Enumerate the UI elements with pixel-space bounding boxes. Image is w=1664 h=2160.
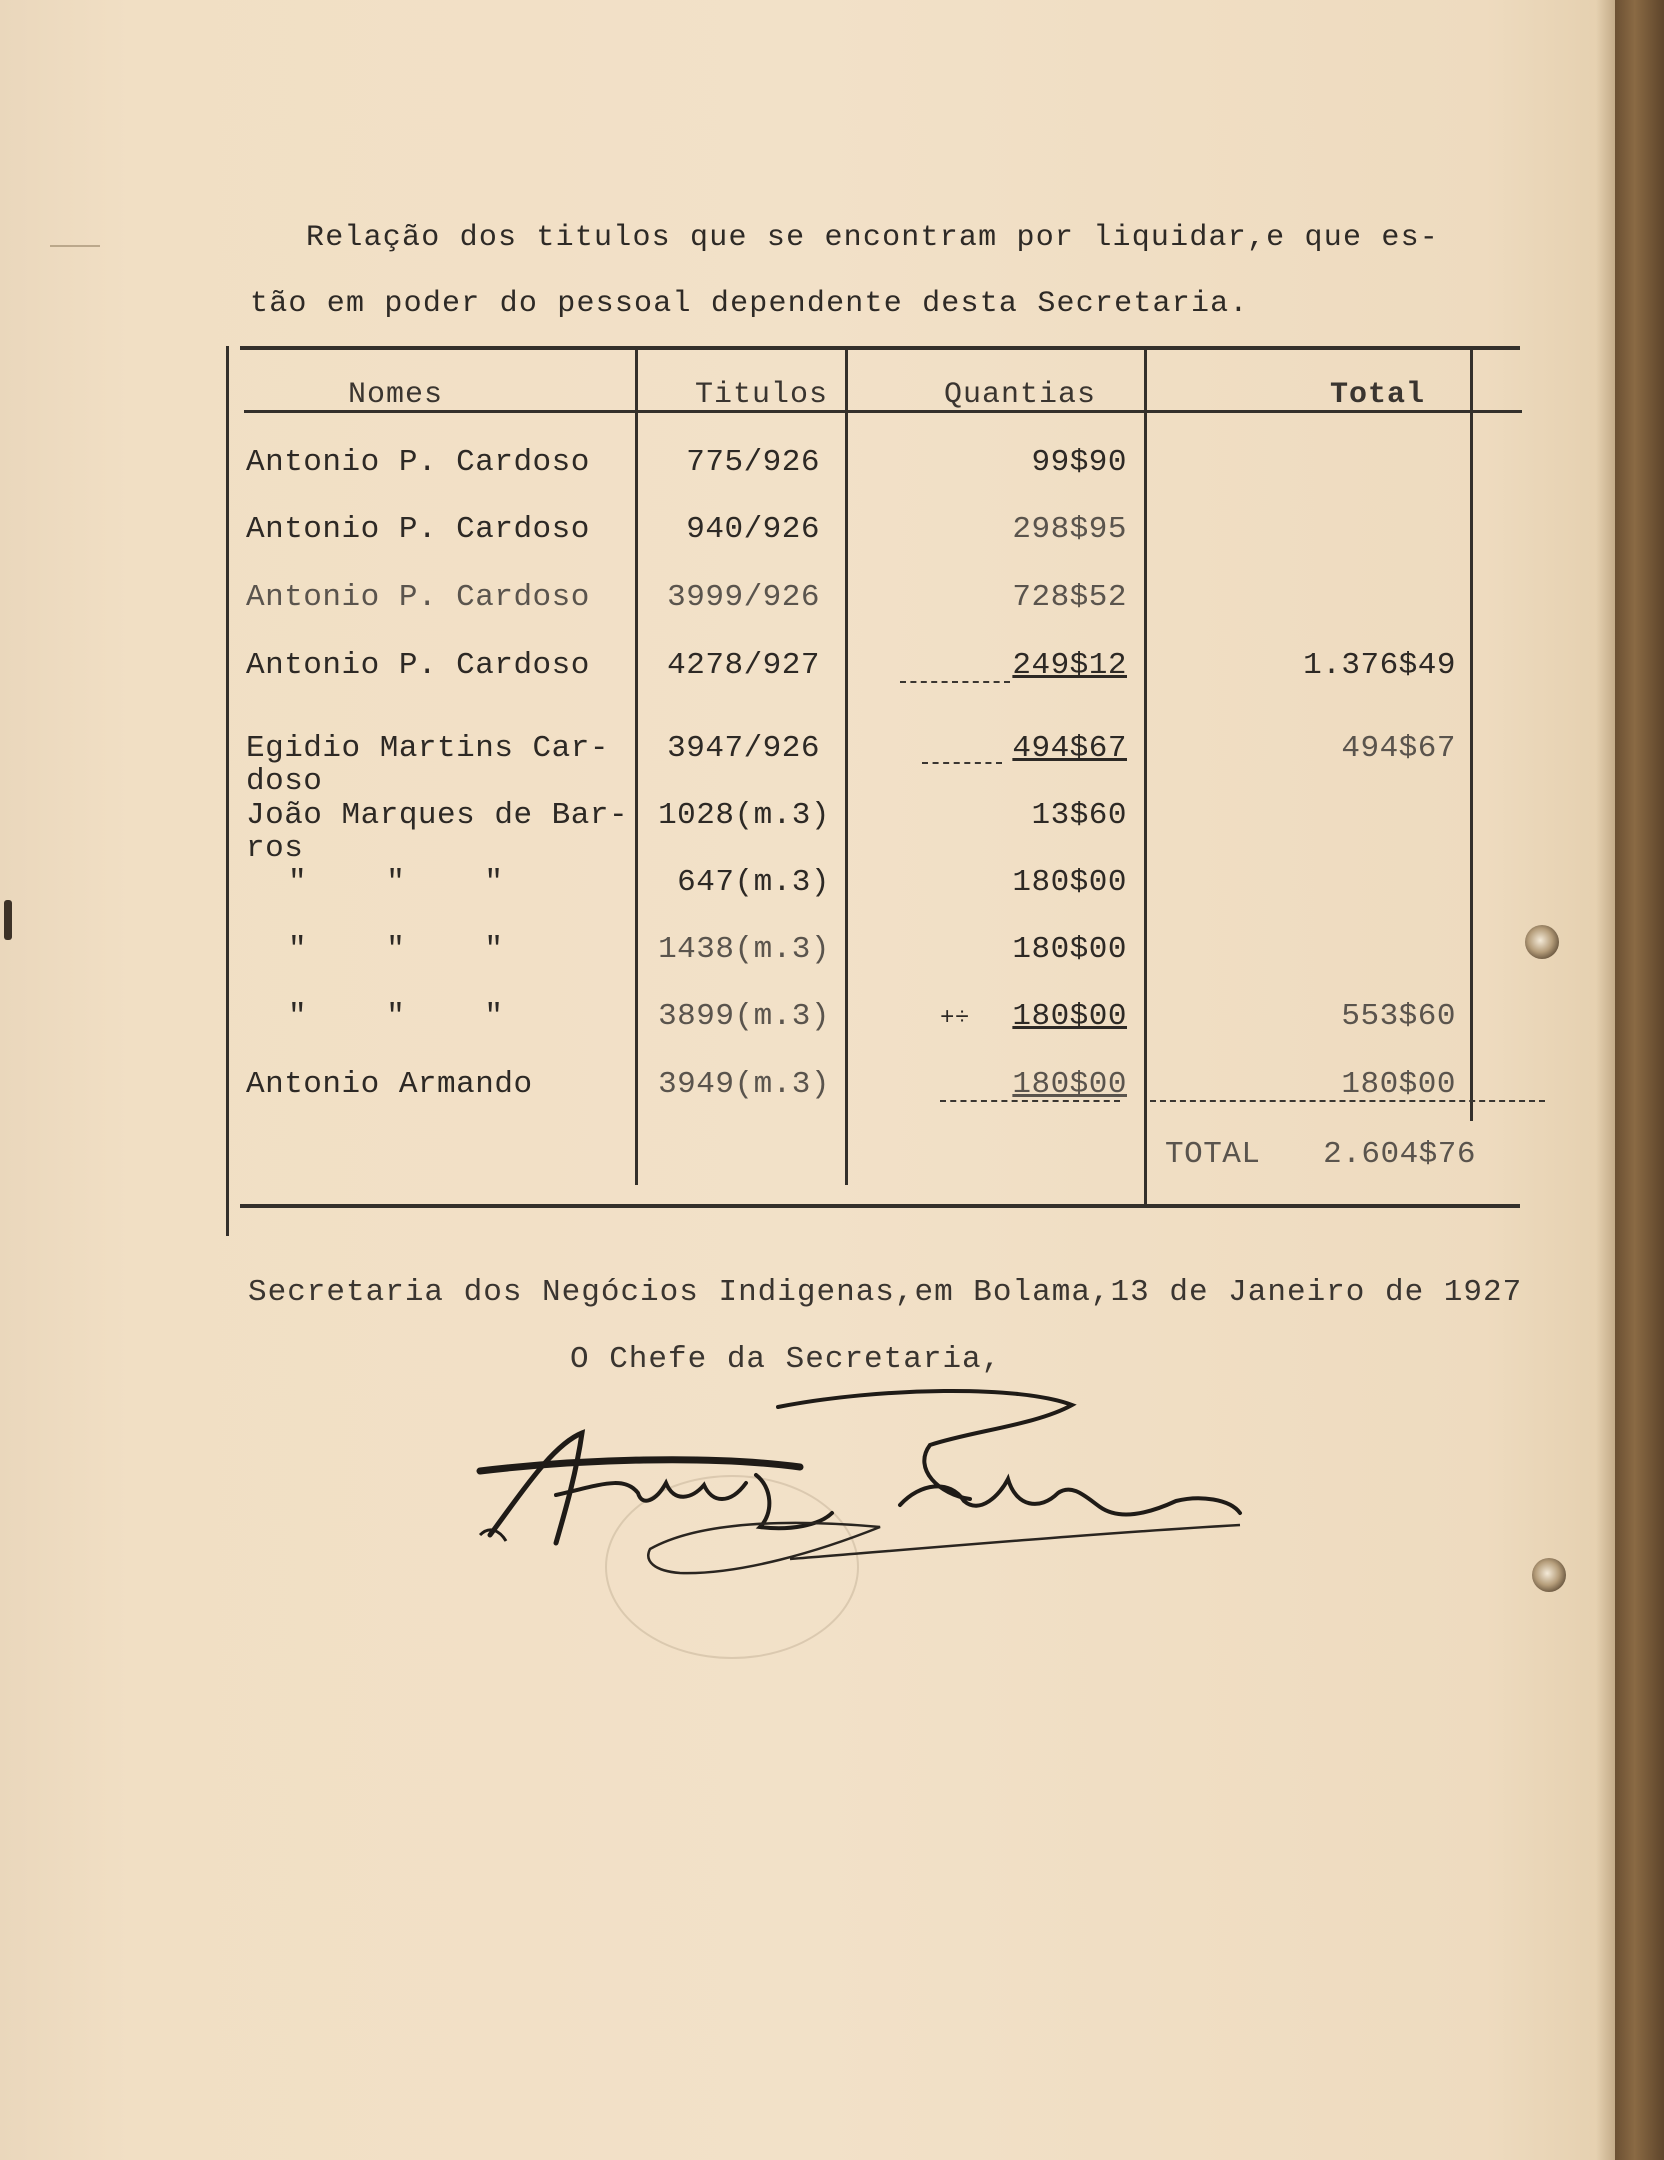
row-total: 553$60	[1341, 999, 1456, 1034]
row-titulo: 4278/927	[667, 648, 820, 683]
binder-hole-lower	[1532, 1558, 1566, 1592]
heading-line-1: Relação dos titulos que se encontram por liquidar,e que es-	[306, 221, 1439, 255]
row-nome: Antonio P. Cardoso	[246, 445, 590, 480]
row-total: 1.376$49	[1303, 648, 1456, 683]
header-quantias: Quantias	[944, 378, 1097, 412]
row-nome-ditto: " " "	[288, 865, 504, 900]
row-titulo: 3949(m.3)	[658, 1067, 830, 1102]
row-quantia: 180$00	[1012, 999, 1127, 1034]
page-edge-shadow	[1596, 0, 1615, 2160]
table-bottom-rule	[240, 1204, 1520, 1208]
table-top-rule	[240, 346, 1520, 350]
row-titulo: 940/926	[686, 512, 820, 547]
row-quantia: 728$52	[1012, 580, 1127, 615]
row-quantia: 298$95	[1012, 512, 1127, 547]
handwritten-signature	[460, 1375, 1260, 1645]
header-nomes: Nomes	[348, 378, 444, 412]
row-quantia: 494$67	[1012, 731, 1127, 766]
table-right-border	[1470, 346, 1473, 1121]
row-plus-marks: +÷	[940, 1005, 970, 1032]
row-quantia: 13$60	[1031, 798, 1127, 833]
row-titulo: 3899(m.3)	[658, 999, 830, 1034]
row-nome: Antonio P. Cardoso	[246, 648, 590, 683]
row-nome: Antonio P. Cardoso	[246, 580, 590, 615]
page-fold-mark	[50, 225, 100, 247]
row-titulo: 1438(m.3)	[658, 932, 830, 967]
grand-total-value: 2.604$76	[1323, 1137, 1476, 1172]
row-quantia: 180$00	[1012, 1067, 1127, 1102]
row-nome-continued: ros	[246, 831, 304, 866]
heading-line-2: tão em poder do pessoal dependente desta Secretaria.	[250, 287, 1249, 321]
header-titulos: Titulos	[695, 378, 829, 412]
row-nome: João Marques de Bar-	[246, 798, 629, 833]
document-heading	[250, 205, 1536, 337]
column-divider-1	[635, 350, 638, 1185]
row-nome: Egidio Martins Car-	[246, 731, 609, 766]
grand-total-label: TOTAL	[1165, 1137, 1261, 1172]
row-nome-ditto: " " "	[288, 999, 504, 1034]
fill-dashes	[900, 681, 1010, 686]
row-quantia: 180$00	[1012, 932, 1127, 967]
column-divider-3	[1144, 350, 1147, 1208]
row-titulo: 647(m.3)	[677, 865, 830, 900]
binder-hole-upper	[1525, 925, 1559, 959]
table-left-border	[226, 346, 229, 1236]
spine-mark	[4, 900, 12, 940]
header-total: Total	[1330, 378, 1426, 412]
signatory-role: O Chefe da Secretaria,	[570, 1342, 1002, 1377]
column-divider-2	[845, 350, 848, 1185]
row-nome: Antonio Armando	[246, 1067, 533, 1102]
row-titulo: 3999/926	[667, 580, 820, 615]
row-titulo: 3947/926	[667, 731, 820, 766]
row-nome-ditto: " " "	[288, 932, 504, 967]
row-quantia: 249$12	[1012, 648, 1127, 683]
row-titulo: 775/926	[686, 445, 820, 480]
row-total: 180$00	[1341, 1067, 1456, 1102]
row-quantia: 99$90	[1031, 445, 1127, 480]
row-titulo: 1028(m.3)	[658, 798, 830, 833]
row-nome-continued: doso	[246, 764, 323, 799]
place-date: Secretaria dos Negócios Indigenas,em Bolama,13 de Janeiro de 1927	[248, 1275, 1523, 1310]
row-nome: Antonio P. Cardoso	[246, 512, 590, 547]
book-cover-edge	[1615, 0, 1664, 2160]
row-total: 494$67	[1341, 731, 1456, 766]
row-quantia: 180$00	[1012, 865, 1127, 900]
